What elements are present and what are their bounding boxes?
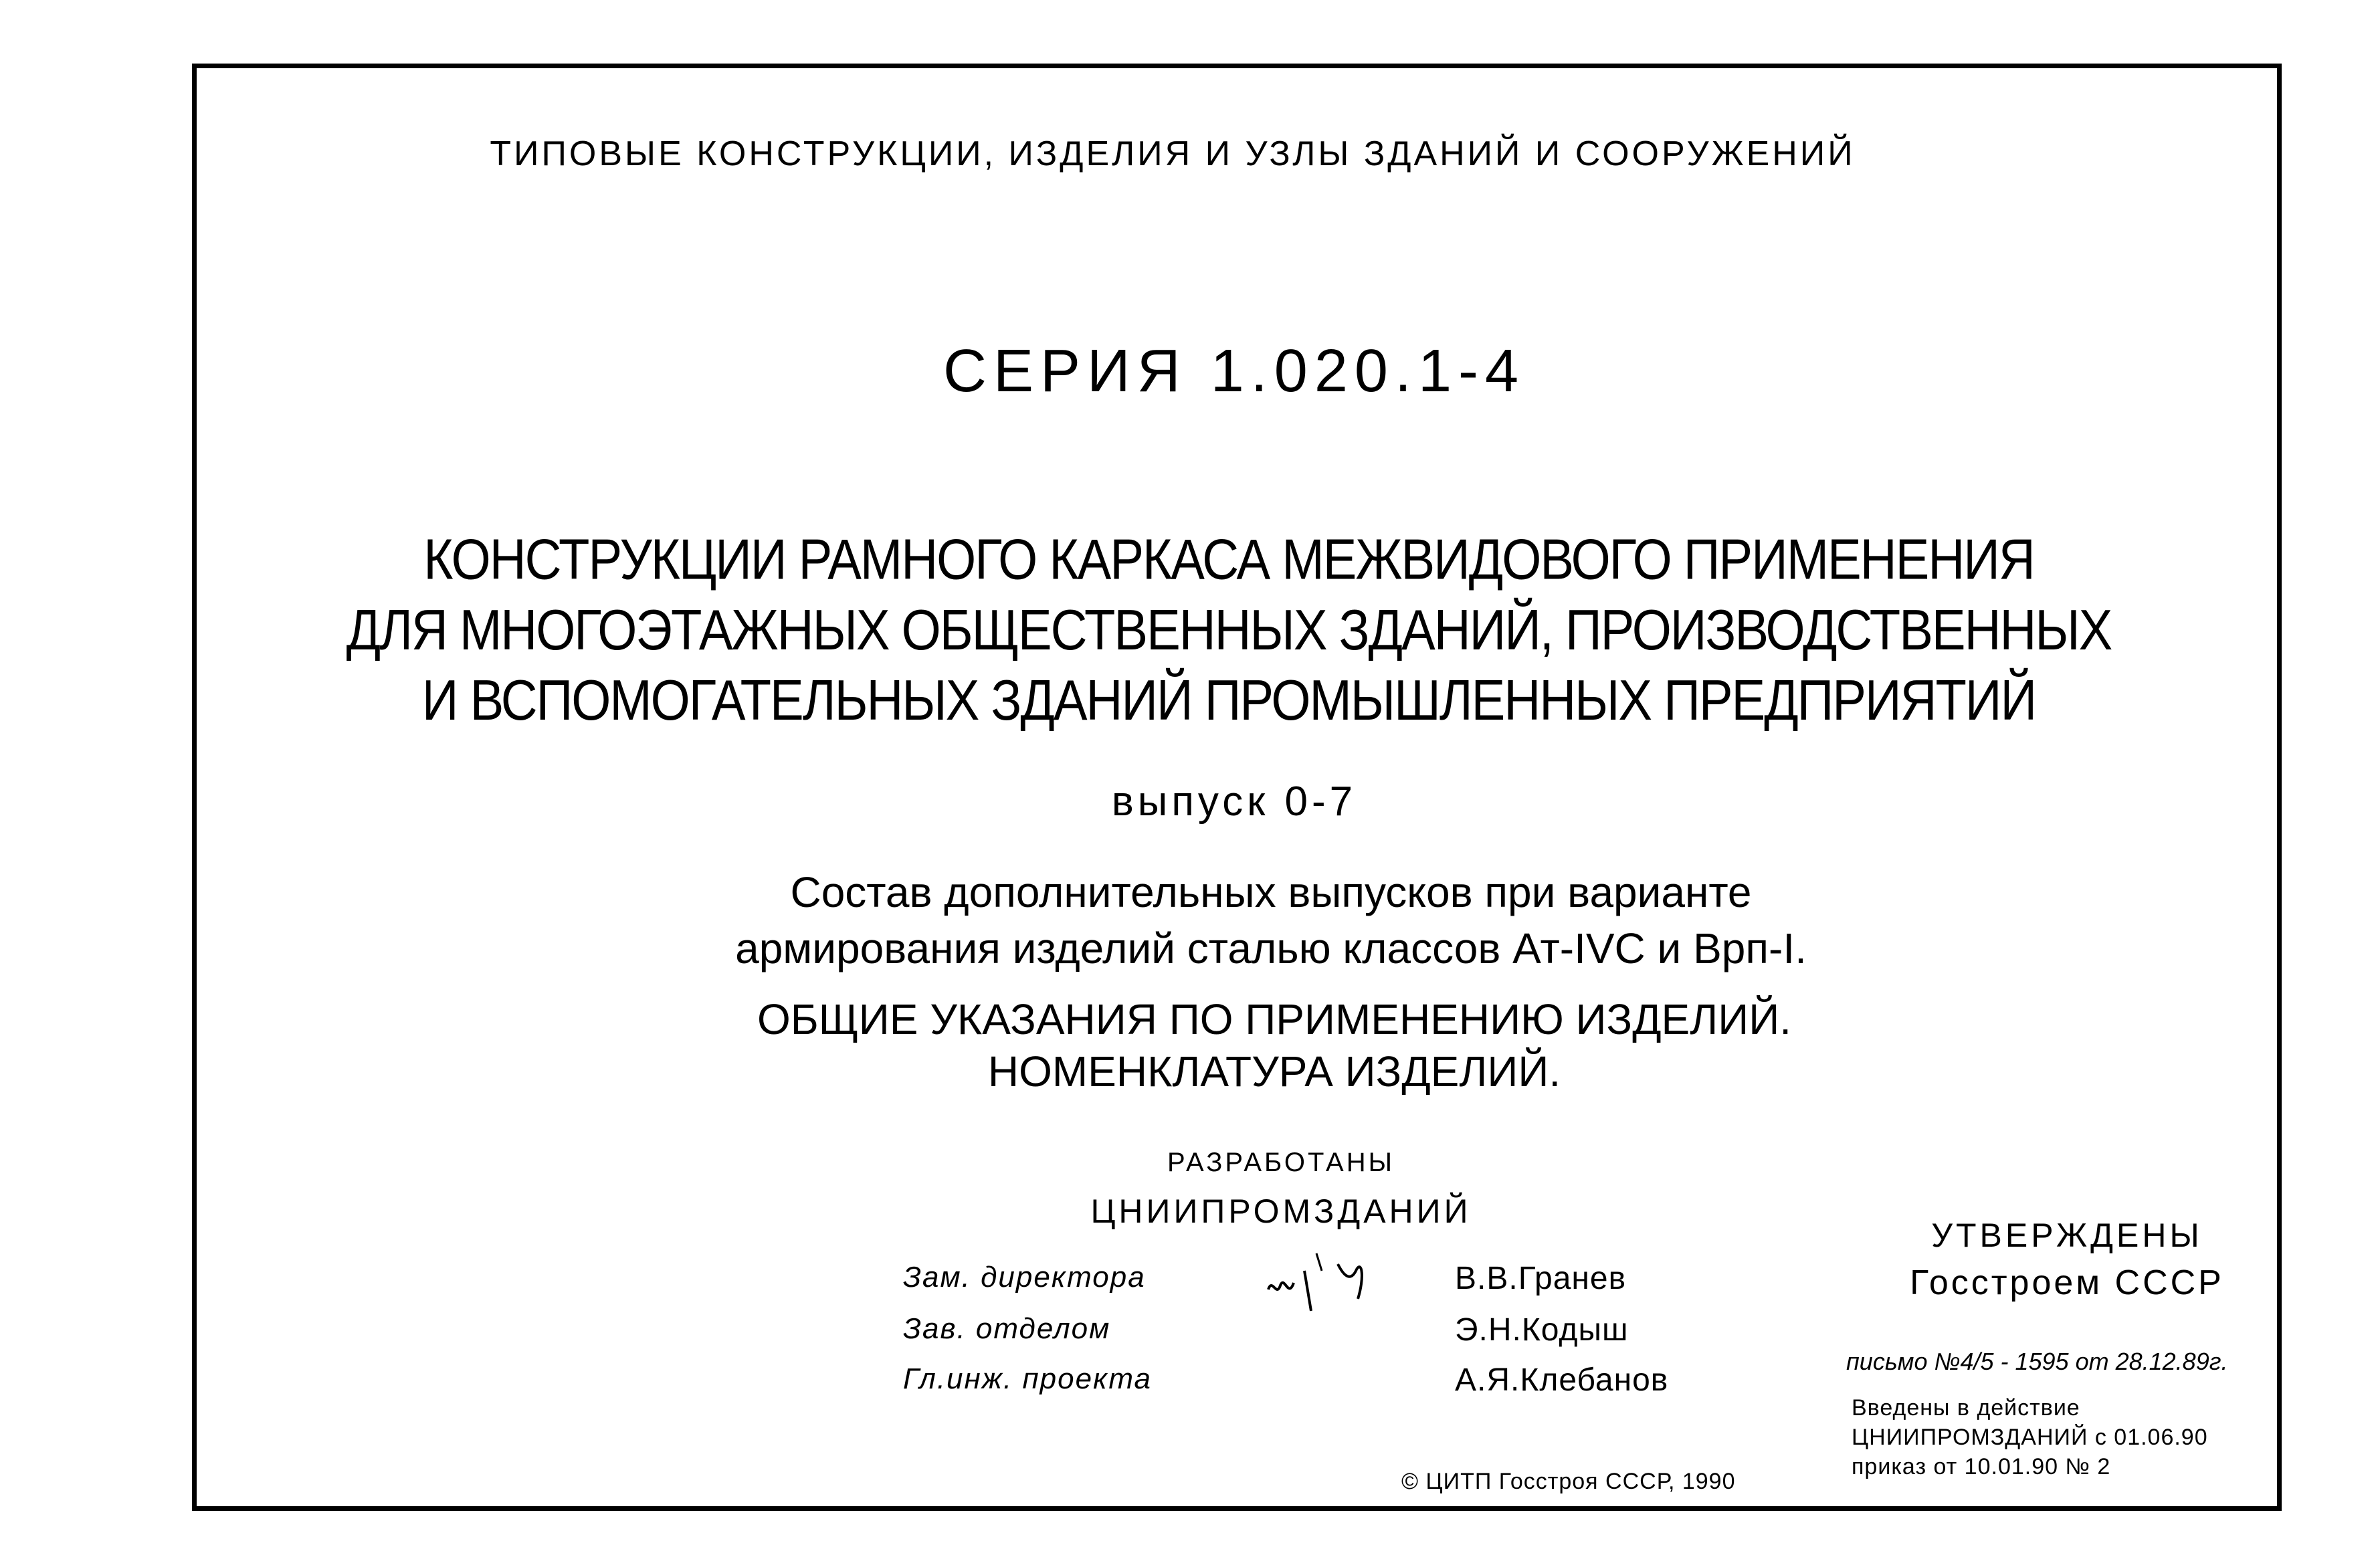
title-line: И ВСПОМОГАТЕЛЬНЫХ ЗДАНИЙ ПРОМЫШЛЕННЫХ ПРЕДПРИЯТИЙ	[421, 669, 2036, 733]
title-line: ДЛЯ МНОГОЭТАЖНЫХ ОБЩЕСТВЕННЫХ ЗДАНИЙ, ПРОИЗВОДСТВЕННЫХ	[346, 598, 2112, 662]
general-instructions	[757, 993, 1791, 1098]
title-line: КОНСТРУКЦИИ РАМНОГО КАРКАСА МЕЖВИДОВОГО ПРИМЕНЕНИЯ	[423, 528, 2034, 592]
copyright: © ЦИТП Госстроя СССР, 1990	[1401, 1469, 1736, 1494]
series-number: СЕРИЯ 1.020.1-4	[943, 338, 1526, 405]
role-chief-engineer: Гл.инж. проекта	[903, 1362, 1152, 1395]
role-department-head: Зав. отделом	[903, 1312, 1111, 1345]
person-kodysh: Э.Н.Кодыш	[1455, 1312, 1629, 1348]
approving-organization: Госстроем СССР	[1910, 1263, 2224, 1302]
enacted-line: ЦНИИПРОМЗДАНИЙ с 01.06.90	[1852, 1425, 2208, 1450]
person-granev: В.В.Гранев	[1455, 1261, 1627, 1296]
document-title	[346, 525, 2112, 736]
enacted-line: Введены в действие	[1852, 1395, 2080, 1421]
developed-label: РАЗРАБОТАНЫ	[1167, 1148, 1395, 1177]
enacted-line: приказ от 10.01.90 № 2	[1852, 1454, 2111, 1479]
approval-letter: письмо №4/5 - 1595 от 28.12.89г.	[1846, 1348, 2228, 1375]
approved-label: УТВЕРЖДЕНЫ	[1931, 1217, 2203, 1254]
signature	[1264, 1251, 1378, 1318]
contents-line: армирования изделий сталью классов Ат-IVС и Врп-I.	[735, 924, 1807, 972]
general-line: ОБЩИЕ УКАЗАНИЯ ПО ПРИМЕНЕНИЮ ИЗДЕЛИЙ.	[757, 995, 1791, 1043]
sheet-header: ТИПОВЫЕ КОНСТРУКЦИИ, ИЗДЕЛИЯ И УЗЛЫ ЗДАНИЙ И СООРУЖЕНИЙ	[490, 134, 1856, 173]
issue-number: выпуск 0-7	[1111, 779, 1357, 825]
role-deputy-director: Зам. директора	[903, 1261, 1146, 1294]
issue-contents	[735, 864, 1807, 976]
person-klebanov: А.Я.Клебанов	[1455, 1362, 1669, 1398]
developer-organization: ЦНИИПРОМЗДАНИЙ	[1090, 1193, 1472, 1230]
general-line: НОМЕНКЛАТУРА ИЗДЕЛИЙ.	[987, 1047, 1561, 1096]
contents-line: Состав дополнительных выпусков при варианте	[790, 868, 1752, 916]
